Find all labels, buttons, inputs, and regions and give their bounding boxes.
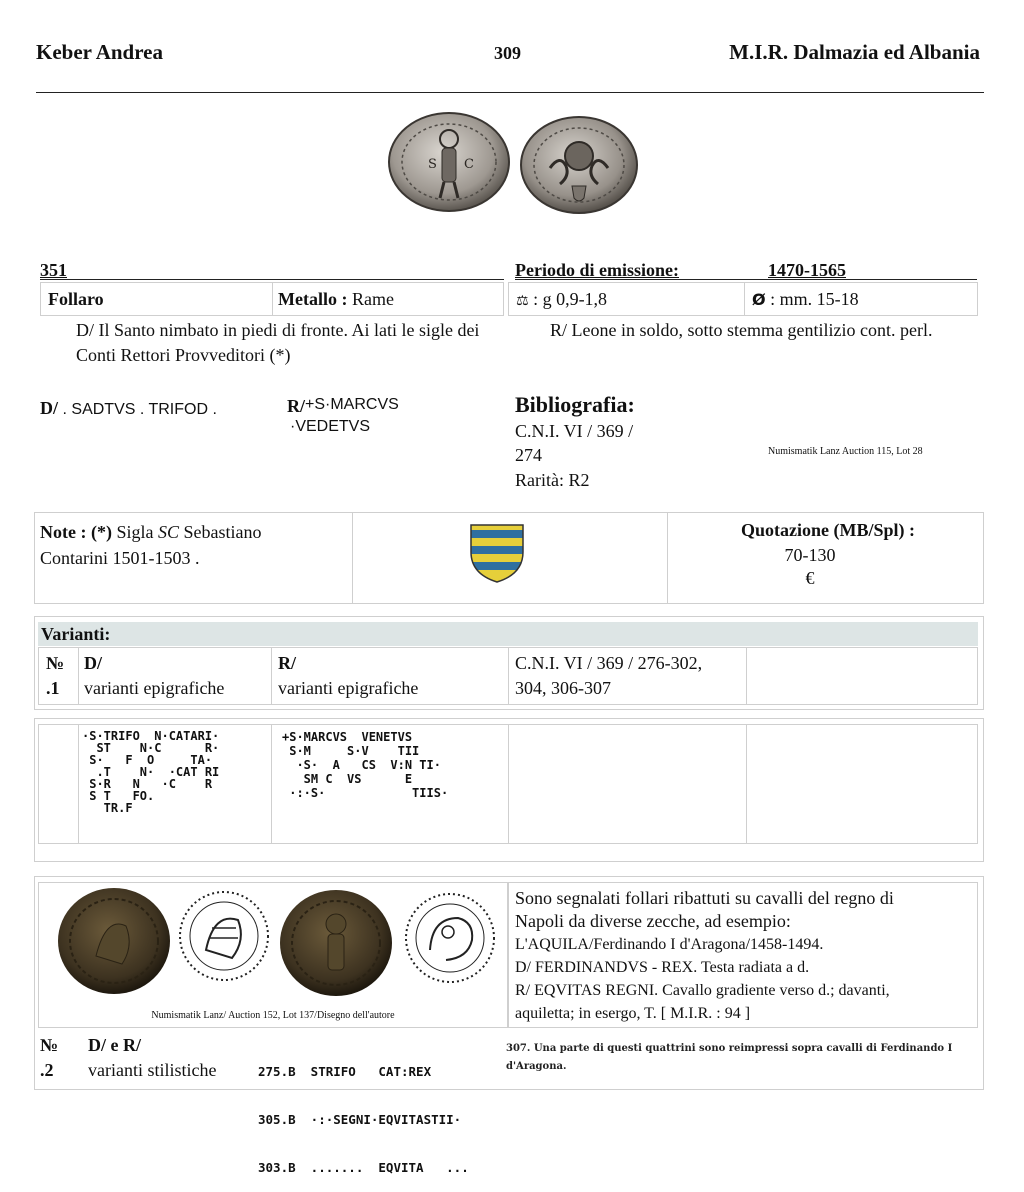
note bbox=[40, 520, 262, 545]
catalog-legend-line: 305.B ·:·SEGNI·EQVITASTII· bbox=[258, 1112, 462, 1127]
variants-title: Varianti: bbox=[41, 624, 111, 644]
bibliography-title: Bibliografia: bbox=[515, 392, 635, 417]
cell-divider bbox=[78, 724, 79, 844]
quotation-currency: € bbox=[805, 568, 815, 588]
reverse-legend-label: R/ bbox=[287, 396, 305, 416]
obverse-description: D/ Il Santo nimbato in piedi di fronte. Ai lati le sigle dei Conti Rettori Provveditori (*) bbox=[76, 320, 480, 365]
cell-divider bbox=[508, 647, 509, 705]
catalog-legend-line: 303.B ....... EQVITA ... bbox=[258, 1160, 469, 1175]
reverse-inscription-variants bbox=[282, 730, 448, 800]
old-catalog-note bbox=[506, 1040, 952, 1076]
cell-divider bbox=[271, 724, 272, 844]
variant-d-header: D/ bbox=[84, 653, 102, 673]
inscription-line: .T N· ·CAT RI bbox=[82, 765, 220, 779]
ribattuti-text-line: D/ FERDINANDVS - REX. Testa radiata a d. bbox=[515, 959, 810, 976]
reverse-legend bbox=[290, 394, 399, 438]
overstruck-drawing-2 bbox=[402, 888, 498, 988]
inscription-line: ·S·TRIFO N·CATARI· bbox=[82, 729, 220, 743]
old-catalog-note-line1: 307. Una parte di questi quattrini sono reimpressi sopra cavalli di Ferdinando I bbox=[506, 1043, 953, 1054]
quotation-label: Quotazione (MB/Spl) : bbox=[741, 520, 915, 540]
weight-value: : g 0,9-1,8 bbox=[533, 289, 608, 309]
cell-divider bbox=[746, 647, 747, 705]
ribattuti-text-line: R/ EQVITAS REGNI. Cavallo gradiente verso d.; davanti, bbox=[515, 982, 890, 999]
reverse-legend-line2: ·VEDETVS bbox=[290, 418, 371, 435]
cell-divider bbox=[78, 647, 79, 705]
obverse-legend-text: . SADTVS . TRIFOD . bbox=[62, 401, 217, 418]
entry-number-rule bbox=[40, 279, 504, 280]
metal-label: Metallo : bbox=[278, 289, 348, 309]
bibliography-line2: 274 bbox=[515, 445, 542, 465]
variant-ref-line1: C.N.I. VI / 369 / 276-302, bbox=[515, 653, 703, 673]
variant-no: .1 bbox=[46, 678, 60, 698]
denomination: Follaro bbox=[48, 289, 104, 309]
catalog-legends bbox=[258, 1032, 469, 1192]
inscription-line: S·R N ·C R bbox=[82, 777, 213, 791]
inscription-line: S T FO. bbox=[82, 789, 155, 803]
book-title: M.I.R. Dalmazia ed Albania bbox=[729, 40, 980, 64]
variant-d-text: varianti epigrafiche bbox=[84, 678, 225, 698]
diameter-value: : mm. 15-18 bbox=[770, 289, 859, 309]
diameter bbox=[752, 287, 859, 312]
obverse-inscription-variants bbox=[82, 730, 219, 814]
ribattuti-no: .2 bbox=[40, 1060, 54, 1080]
note-marker: (*) bbox=[90, 522, 112, 542]
period-label: Periodo di emissione: bbox=[515, 260, 679, 280]
bibliography-line1: C.N.I. VI / 369 / bbox=[515, 421, 634, 441]
inscription-line: +S·MARCVS VENETVS bbox=[282, 730, 413, 744]
overstruck-drawing-1 bbox=[176, 888, 272, 984]
period-value: 1470-1565 bbox=[768, 260, 846, 280]
note-sigla: SC bbox=[158, 522, 180, 542]
ribattuti-no-symbol: № bbox=[40, 1035, 59, 1055]
svg-text:C: C bbox=[464, 157, 474, 172]
weight bbox=[516, 287, 607, 314]
variant-no-symbol: № bbox=[46, 653, 65, 673]
inscription-line: SM C VS E bbox=[282, 772, 413, 786]
ribattuti-text-line: Napoli da diverse zecche, ad esempio: bbox=[515, 911, 791, 931]
inscription-line: S·M S·V TII bbox=[282, 744, 420, 758]
period-rule bbox=[515, 279, 977, 280]
note-label: Note : bbox=[40, 522, 87, 542]
inscription-line: ·S· A CS V:N TI· bbox=[282, 758, 441, 772]
cell-divider bbox=[272, 282, 273, 316]
overstruck-coin-photo-2 bbox=[278, 888, 394, 998]
cell-divider bbox=[746, 724, 747, 844]
cell-divider bbox=[508, 724, 509, 844]
reverse-description: R/ Leone in soldo, sotto stemma gentilizio cont. perl. bbox=[550, 320, 933, 340]
inscription-line: ST N·C R· bbox=[82, 741, 220, 755]
metal bbox=[278, 287, 394, 312]
inscription-line: S· F O TA· bbox=[82, 753, 213, 767]
old-catalog-note-line2: d'Aragona. bbox=[506, 1061, 567, 1072]
note-line2: Contarini 1501-1503 . bbox=[40, 548, 200, 568]
reverse-legend-line1: +S·MARCVS bbox=[305, 396, 399, 413]
note-text-after: Sebastiano bbox=[183, 522, 262, 542]
inscription-line: ·:·S· TIIS· bbox=[282, 786, 449, 800]
balance-scale-icon: ⚖ bbox=[516, 293, 529, 309]
variant-r-text: varianti epigrafiche bbox=[278, 678, 419, 698]
svg-text:S: S bbox=[428, 157, 437, 172]
cell-divider bbox=[744, 282, 745, 316]
inscription-line: TR.F bbox=[82, 801, 133, 815]
coin-obverse-photo bbox=[388, 112, 510, 212]
ribattuti-row-text: varianti stilistiche bbox=[88, 1060, 217, 1080]
diameter-icon: Ø bbox=[752, 290, 766, 309]
variant-r-header: R/ bbox=[278, 653, 296, 673]
overstruck-coin-photo-1 bbox=[56, 886, 172, 996]
obverse-legend bbox=[40, 396, 217, 422]
coin-reverse-photo bbox=[520, 116, 638, 214]
cell-divider bbox=[271, 647, 272, 705]
ribattuti-source-caption: Numismatik Lanz/ Auction 152, Lot 137/Disegno dell'autore bbox=[151, 1010, 395, 1021]
ribattuti-text-line: L'AQUILA/Ferdinando I d'Aragona/1458-1494. bbox=[515, 936, 824, 953]
ribattuti-text-line: aquiletta; in esergo, T. [ M.I.R. : 94 ] bbox=[515, 1005, 751, 1022]
rarity: Rarità: R2 bbox=[515, 470, 590, 490]
catalog-legend-line: 275.B STRIFO CAT:REX bbox=[258, 1064, 432, 1079]
metal-value: Rame bbox=[351, 289, 394, 309]
variant-ref-line2: 304, 306-307 bbox=[515, 678, 611, 698]
cell-divider bbox=[352, 512, 353, 604]
author-name: Keber Andrea bbox=[36, 40, 163, 64]
ribattuti-row-header: D/ e R/ bbox=[88, 1035, 141, 1055]
header-rule bbox=[36, 92, 984, 93]
entry-number: 351 bbox=[40, 260, 67, 280]
variants-header-bar bbox=[38, 622, 978, 646]
ribattuti-text-line: Sono segnalati follari ribattuti su cavalli del regno di bbox=[515, 888, 894, 908]
cell-divider bbox=[667, 512, 668, 604]
quotation-value: 70-130 bbox=[784, 545, 836, 565]
page-number: 309 bbox=[494, 43, 521, 63]
ribattuti-text bbox=[515, 887, 894, 1025]
coat-of-arms-icon bbox=[468, 522, 526, 589]
photo-source: Numismatik Lanz Auction 115, Lot 28 bbox=[768, 446, 923, 457]
note-text-before: Sigla bbox=[116, 522, 154, 542]
obverse-legend-label: D/ bbox=[40, 398, 58, 418]
